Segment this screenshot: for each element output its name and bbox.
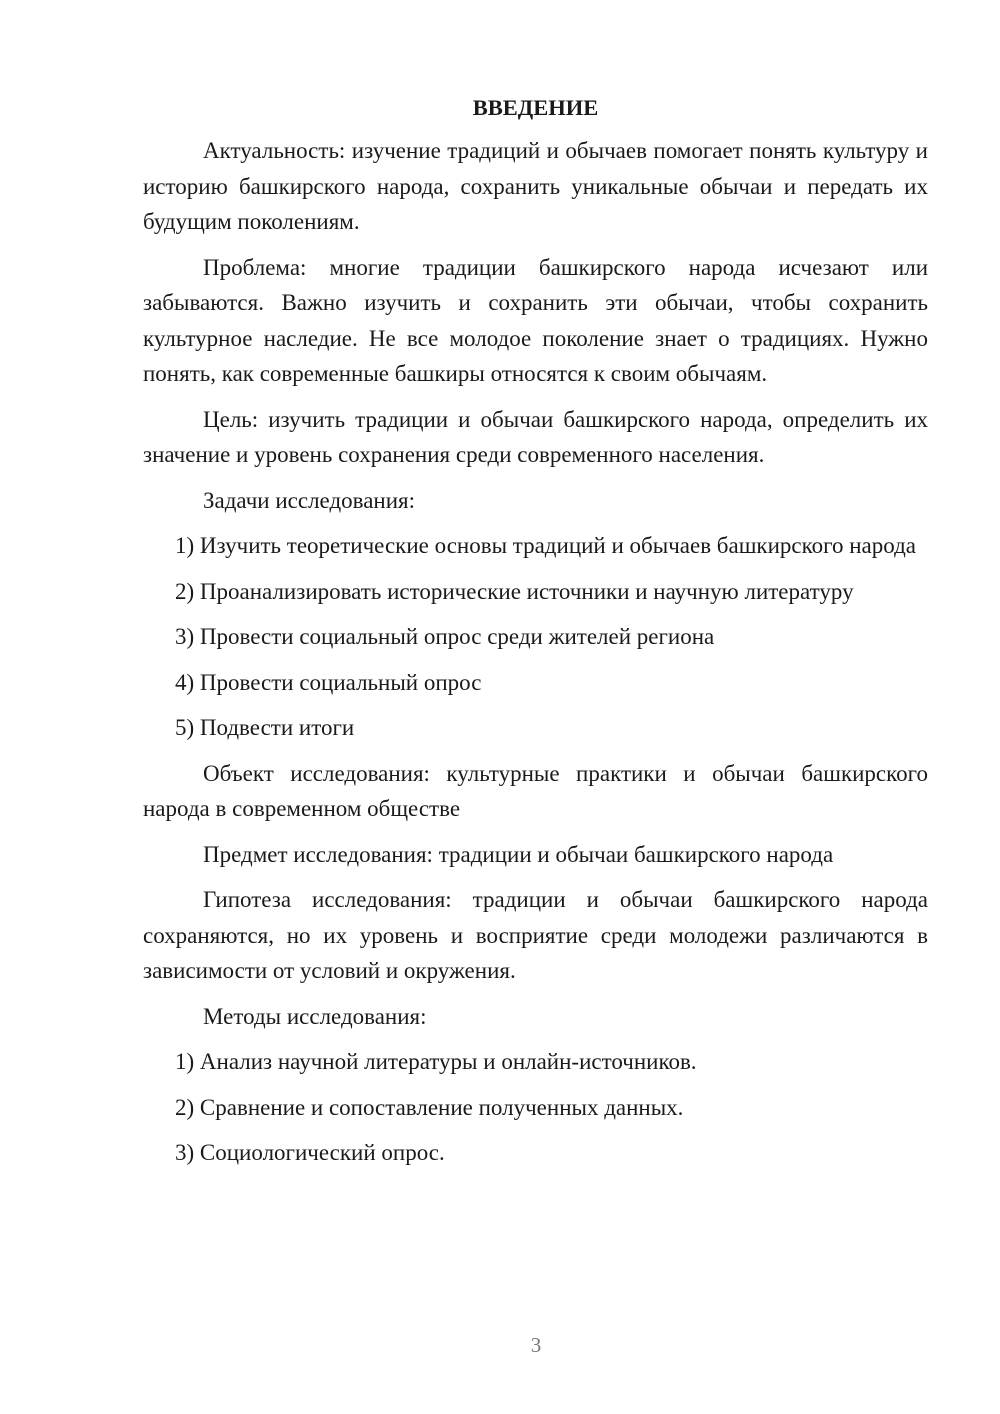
task-item-2: 2) Проанализировать исторические источники и научную литературу xyxy=(175,578,854,604)
method-item-2: 2) Сравнение и сопоставление полученных данных. xyxy=(175,1094,684,1120)
task-item-5: 5) Подвести итоги xyxy=(175,715,355,740)
task-item-1: 1) Изучить теоретические основы традиций и обычаев башкирского народа xyxy=(175,533,916,558)
method-item-1: 1) Анализ научной литературы и онлайн-источников. xyxy=(175,1049,697,1074)
task-item-3: 3) Провести социальный опрос среди жителей региона xyxy=(175,624,715,649)
object-paragraph: Объект исследования: культурные практики и обычаи башкирского народа в современном обществе xyxy=(143,760,928,821)
goal-paragraph: Цель: изучить традиции и обычаи башкирского народа, определить их значение и уровень сохранения среди современного населения. xyxy=(143,406,928,467)
methods-heading: Методы исследования: xyxy=(203,1003,427,1029)
subject-paragraph: Предмет исследования: традиции и обычаи башкирского народа xyxy=(203,841,834,867)
problem-paragraph: Проблема: многие традиции башкирского народа исчезают или забываются. Важно изучить и сохранить эти обычаи, чтобы сохранить культурное наследие. Не все молодое поколение знает о традициях. Нужно понять, как современные башкиры относятся к своим обычаям. xyxy=(143,254,928,386)
hypothesis-paragraph: Гипотеза исследования: традиции и обычаи башкирского народа сохраняются, но их уровень и восприятие среди молодежи различаются в зависимости от условий и окружения. xyxy=(143,887,928,983)
method-item-3: 3) Социологический опрос. xyxy=(175,1140,445,1165)
page-number: 3 xyxy=(530,1333,542,1357)
task-item-4: 4) Провести социальный опрос xyxy=(175,669,482,695)
page-title: ВВЕДЕНИЕ xyxy=(472,95,599,120)
document-page xyxy=(143,90,928,1181)
relevance-paragraph: Актуальность: изучение традиций и обычаев помогает понять культуру и историю башкирского народа, сохранить уникальные обычаи и передать их будущим поколениям. xyxy=(143,138,928,234)
tasks-heading: Задачи исследования: xyxy=(203,487,416,513)
